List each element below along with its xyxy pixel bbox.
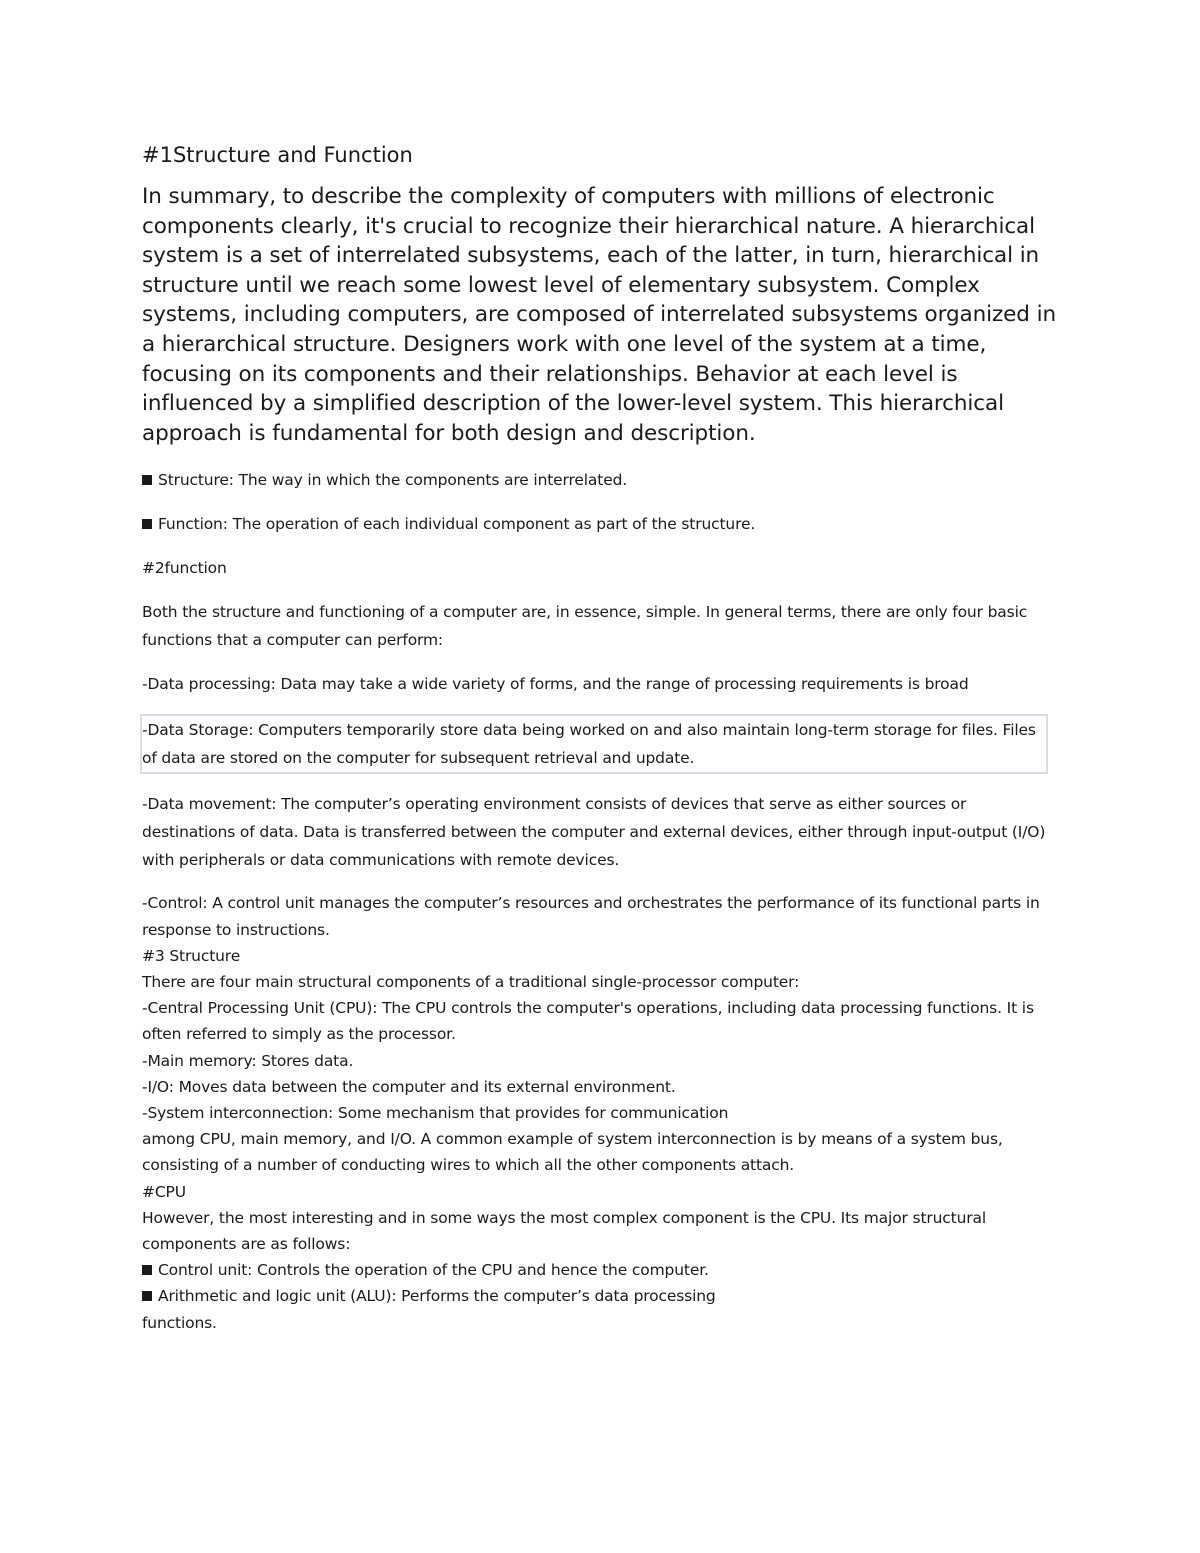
structure-intro: There are four main structural components of a traditional single-processor computer: (142, 972, 800, 991)
io-item: -I/O: Moves data between the computer and its external environment. (142, 1077, 676, 1096)
control-item: -Control: A control unit manages the computer’s resources and orchestrates the performance of its functional parts in response to instructions. (142, 894, 1040, 939)
heading-structure: #3 Structure (142, 946, 241, 965)
square-bullet-icon (142, 1291, 152, 1301)
bullet-function (142, 510, 1057, 538)
bullet-alu-continuation: functions. (142, 1313, 217, 1332)
bullet-structure-text: Structure: The way in which the components are interrelated. (158, 471, 628, 490)
bullet-function-text: Function: The operation of each individual component as part of the structure. (158, 515, 756, 534)
square-bullet-icon (142, 1265, 152, 1275)
system-interconnection-line-2: among CPU, main memory, and I/O. A common example of system interconnection is by means of a system bus, consisting of a number of conducting wires to which all the other components attach. (142, 1130, 1003, 1175)
cpu-intro: However, the most interesting and in some ways the most complex component is the CPU. Its major structural components are as follows: (142, 1208, 986, 1253)
bullet-structure (142, 466, 1057, 494)
structure-section (142, 890, 1057, 1335)
summary-paragraph: In summary, to describe the complexity of computers with millions of electronic components clearly, it's crucial to recognize their hierarchical nature. A hierarchical system is a set of interrelated subsystems, each of the latter, in turn, hierarchical in structure until we reach some lowest level of elementary subsystem. Complex systems, including computers, are composed of interrelated subsystems organized in a hierarchical structure. Designers work with one level of the system at a time, focusing on its components and their relationships. Behavior at each level is influenced by a simplified description of the lower-level system. This hierarchical approach is fundamental for both design and description. (142, 184, 1056, 446)
data-processing-item: -Data processing: Data may take a wide variety of forms, and the range of processing requirements is broad (142, 675, 969, 694)
bullet-control-unit-text: Control unit: Controls the operation of the CPU and hence the computer. (158, 1261, 709, 1280)
bullet-alu-text: Arithmetic and logic unit (ALU): Performs the computer’s data processing (158, 1287, 716, 1306)
square-bullet-icon (142, 475, 152, 485)
square-bullet-icon (142, 519, 152, 529)
document-body (142, 140, 1057, 1336)
function-intro-paragraph: Both the structure and functioning of a computer are, in essence, simple. In general terms, there are only four basic functions that a computer can perform: (142, 603, 1028, 650)
data-movement-item: -Data movement: The computer’s operating environment consists of devices that serve as either sources or destinations of data. Data is transferred between the computer and external devices, either through input-output (I/O) with peripherals or data communications with remote devices. (142, 795, 1046, 870)
cpu-item: -Central Processing Unit (CPU): The CPU controls the computer's operations, including data processing functions. It is often referred to simply as the processor. (142, 999, 1034, 1044)
main-memory-item: -Main memory: Stores data. (142, 1051, 354, 1070)
heading-function: #2function (142, 559, 227, 578)
heading-structure-and-function: #1Structure and Function (142, 143, 413, 167)
bullet-control-unit (142, 1257, 1057, 1283)
data-storage-item[interactable]: -Data Storage: Computers temporarily store data being worked on and also maintain long-term storage for files. Files of data are stored on the computer for subsequent retrieval and update. (140, 714, 1048, 774)
bullet-alu (142, 1283, 1057, 1309)
system-interconnection-line-1: -System interconnection: Some mechanism that provides for communication (142, 1103, 729, 1122)
heading-cpu: #CPU (142, 1182, 186, 1201)
